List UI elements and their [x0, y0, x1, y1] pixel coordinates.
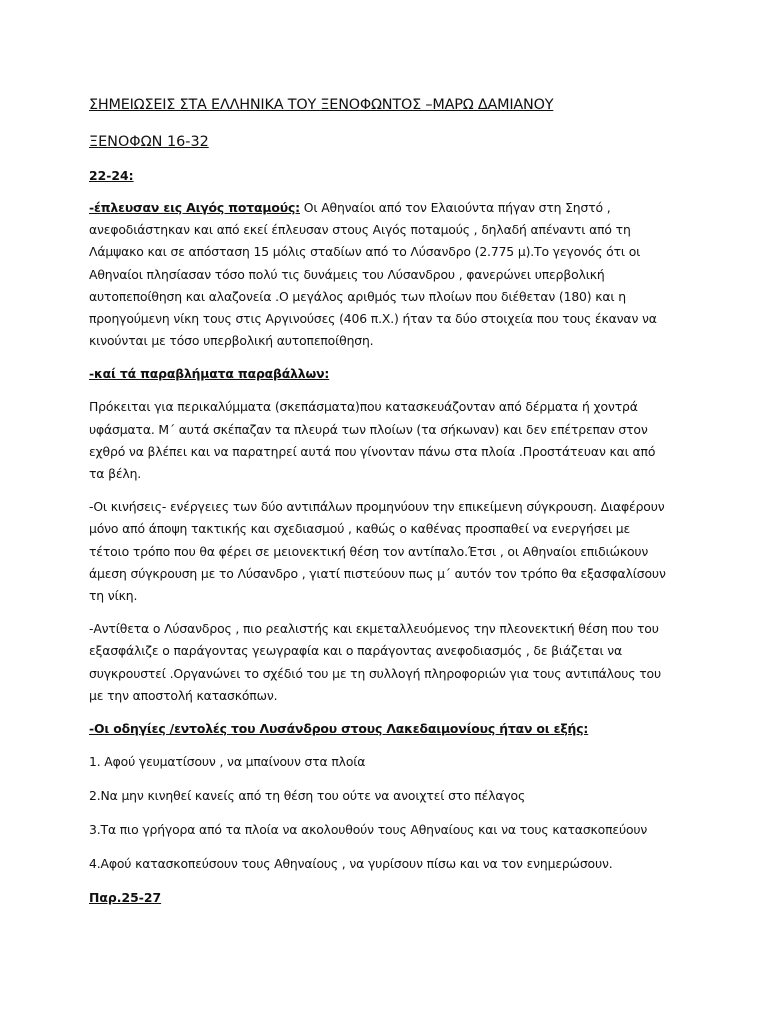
list-item: 4.Αφού κατασκοπεύσουν τους Αθηναίους , να γυρίσουν πίσω και να τον ενημερώσουν.	[89, 856, 613, 872]
paragraph-heading: -έπλευσαν εις Αιγός ποταμούς:	[89, 200, 300, 215]
paragraph-lysandros: -Αντίθετα ο Λύσανδρος , πιο ρεαλιστής και εκμεταλλευόμενος την πλεονεκτική θέση που του εξασφάλιζε ο παράγοντας γεωγραφία και ο παράγοντας ανεφοδιασμός , δε βιάζεται να συγκρουστεί .Οργανώνει το σχέδιό του με τη συλλογή πληροφοριών για τους αντιπάλους του με την αποστολή κατασκόπων.	[89, 621, 661, 703]
list-item: 3.Τα πιο γρήγορα από τα πλοία να ακολουθούν τους Αθηναίους και να τους κατασκοπεύουν	[89, 822, 648, 838]
section-reference: Παρ.25-27	[89, 890, 162, 906]
section-reference: 22-24:	[89, 168, 134, 183]
document-title: ΣΗΜΕΙΩΣΕΙΣ ΣΤΑ ΕΛΛΗΝΙΚΑ ΤΟΥ ΞΕΝΟΦΩΝΤΟΣ –ΜΑΡΩ ΔΑΜΙΑΝΟΥ	[89, 97, 554, 113]
document-subtitle: ΞΕΝΟΦΩΝ 16-32	[89, 134, 209, 150]
document-page	[89, 94, 673, 919]
paragraph-body: Οι Αθηναίοι από τον Ελαιούντα πήγαν στη Σηστό , ανεφοδιάστηκαν και από εκεί έπλευσαν στους Αιγός ποταμούς , δηλαδή απέναντι από τη Λάμψακο και σε απόσταση 15 μόλις σταδίων από το Λύσανδρο (2.775 μ).Το γεγονός ότι οι Αθηναίοι πλησίασαν τόσο πολύ τις δυνάμεις του Λύσανδρου , φανερώνει υπερβολική αυτοπεποίθηση και αλαζονεία .Ο μεγάλος αριθμός των πλοίων που διέθεταν (180) και η προηγούμενη νίκη τους στις Αργινούσες (406 π.Χ.) ήταν τα δύο στοιχεία που τους έκαναν να κινούνται με τόσο υπερβολική αυτοπεποίθηση.	[89, 200, 657, 349]
list-item: 2.Να μην κινηθεί κανείς από τη θέση του ούτε να ανοιχτεί στο πέλαγος	[89, 788, 526, 804]
paragraph-paravlimata: Πρόκειται για περικαλύμματα (σκεπάσματα)που κατασκευάζονταν από δέρματα ή χοντρά υφάσματα. Μ΄ αυτά σκέπαζαν τα πλευρά των πλοίων (τα σήκωναν) και δεν επέτρεπαν στον εχθρό να βλέπει και να παρατηρεί αυτά που γίνονταν πάνω στα πλοία .Προστάτευαν και από τα βέλη.	[89, 399, 656, 482]
paragraph-kiniseis: -Οι κινήσεις- ενέργειες των δύο αντιπάλων προμηνύουν την επικείμενη σύγκρουση. Διαφέρουν μόνο από άποψη τακτικής και σχεδιασμού , καθώς ο καθένας προσπαθεί να ενεργήσει με τέτοιο τρόπο που θα φέρει σε μειονεκτική θέση τον αντίπαλο.Έτσι , οι Αθηναίοι επιδιώκουν άμεση σύγκρουση με το Λύσανδρο , γιατί πιστεύουν πως μ΄ αυτόν τον τρόπο θα εξασφαλίσουν τη νίκη.	[89, 499, 666, 604]
section-heading-odigies: -Οι οδηγίες /εντολές του Λυσάνδρου στους Λακεδαιμονίους ήταν οι εξής:	[89, 721, 589, 737]
list-item: 1. Αφού γευματίσουν , να μπαίνουν στα πλοία	[89, 754, 366, 770]
section-heading-paravlimata: -καί τά παραβλήματα παραβάλλων:	[89, 366, 330, 382]
paragraph-aigos-potamoi	[89, 197, 673, 352]
